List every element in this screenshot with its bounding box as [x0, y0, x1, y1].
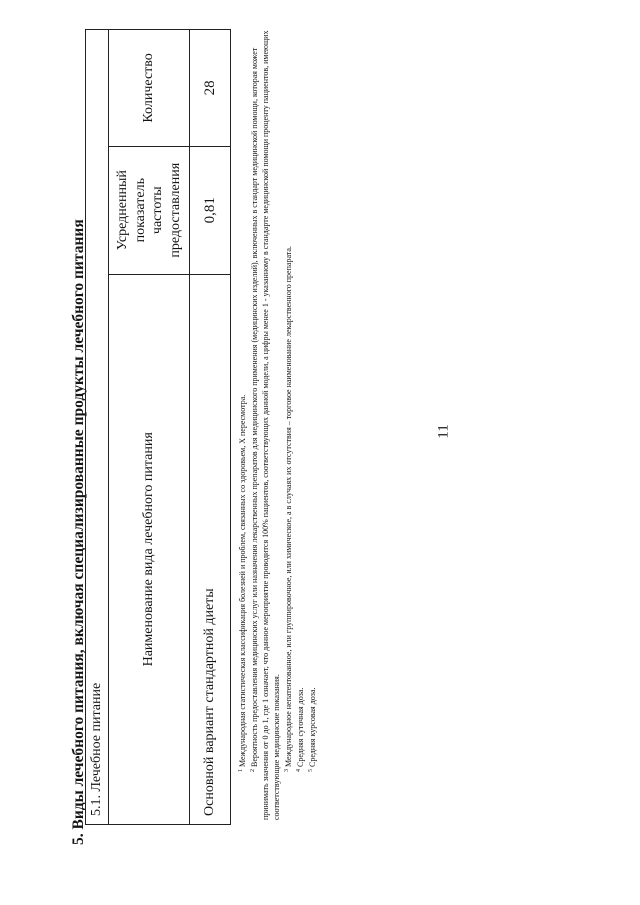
column-header-frequency: Усредненный показатель частоты предоставления: [109, 146, 190, 274]
cell-name: Основной вариант стандартной диеты: [190, 274, 231, 824]
column-header-name: Наименование вида лечебного питания: [109, 274, 190, 824]
column-header-quantity: Количество: [109, 30, 190, 147]
footnote-5: $^5$Средняя курсовая доза.: [308, 687, 317, 772]
footnote-1: $^1$Международная статистическая классификация болезней и проблем, связанных со здоровьем, X пересмотра.: [238, 394, 247, 772]
subsection-title: 5.1. Лечебное питание: [86, 30, 109, 825]
section-heading: 5. Виды лечебного питания, включая специализированные продукты лечебного питания: [70, 219, 87, 845]
page-number: 11: [435, 424, 452, 439]
table-section-row: [86, 30, 109, 825]
cell-frequency: 0,81: [190, 146, 231, 274]
footnote-3: $^3$Международное непатентованное, или группировочное, или химическое, а в случаях их отсутствия – торговое наименование лекарственного препарата.: [284, 246, 293, 772]
footnote-4: $^4$Средняя суточная доза.: [296, 687, 305, 772]
table-row: [190, 30, 231, 825]
medical-nutrition-table: [85, 29, 231, 825]
table-header-row: [109, 30, 190, 825]
footnotes: [236, 20, 318, 820]
cell-quantity: 28: [190, 30, 231, 147]
footnote-2: $^2$Вероятность предоставления медицинских услуг или назначения лекарственных препаратов для медицинского применения (медицинских изделий), включенных в стандарт медицинской помощи, которая может принимать значения от 0 до 1, где 1 означает, что данное мероприятие проводится 100% пациентов, соответствующих данной модели, а цифры менее 1 - указанному в стандарте медицинской помощи проценту пациентов, имеющих соответствующие медицинские показания.: [250, 30, 281, 820]
